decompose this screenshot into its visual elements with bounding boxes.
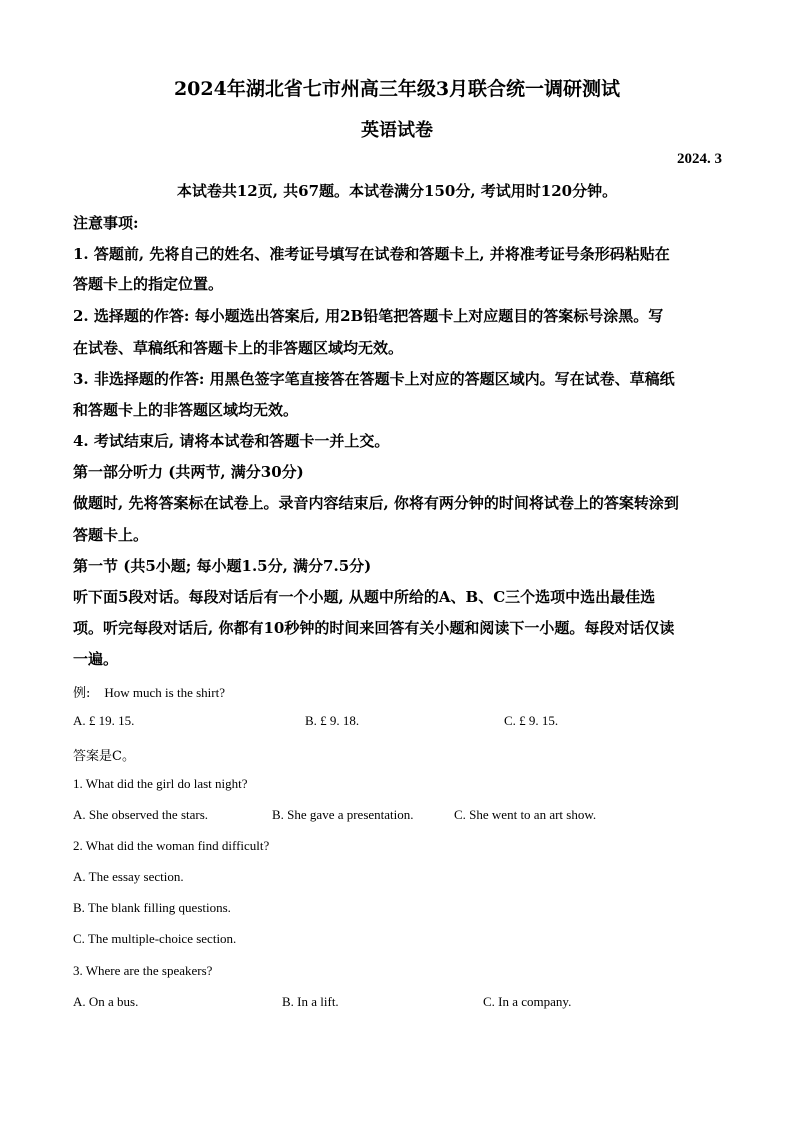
- note-1-line-2: 答题卡上的指定位置。: [73, 275, 224, 293]
- question-3-stem: 3. Where are the speakers?: [73, 963, 213, 978]
- example-question: How much is the shirt?: [104, 685, 225, 700]
- example-option-a: A. £ 19. 15.: [73, 713, 135, 728]
- example-label: 例:: [73, 686, 91, 701]
- note-4: 4. 考试结束后, 请将本试卷和答题卡一并上交。: [73, 432, 390, 450]
- exam-title: 2024年湖北省七市州高三年级3月联合统一调研测试: [173, 78, 621, 100]
- note-1-line-1: 1. 答题前, 先将自己的姓名、准考证号填写在试卷和答题卡上, 并将准考证号条形码粘贴在: [73, 245, 670, 263]
- example-option-b: B. £ 9. 18.: [305, 713, 360, 728]
- question-3-option-a: A. On a bus.: [73, 994, 139, 1009]
- exam-subtitle: 英语试卷: [361, 120, 433, 141]
- exam-date: 2024. 3: [677, 151, 722, 167]
- note-2-line-1: 2. 选择题的作答: 每小题选出答案后, 用2B铅笔把答题卡上对应题目的答案标号涂黑。写: [73, 307, 664, 325]
- part1-heading: 第一部分听力 (共两节, 满分30分): [73, 463, 304, 481]
- example-row: [73, 682, 225, 702]
- question-2-option-b: B. The blank filling questions.: [73, 900, 231, 915]
- section1-instruction-line-2: 项。听完每段对话后, 你都有10秒钟的时间来回答有关小题和阅读下一小题。每段对话仅读: [73, 619, 675, 637]
- question-2-option-c: C. The multiple-choice section.: [73, 931, 237, 946]
- question-1-stem: 1. What did the girl do last night?: [73, 776, 248, 791]
- question-1-option-a: A. She observed the stars.: [73, 807, 209, 822]
- note-3-line-2: 和答题卡上的非答题区域均无效。: [73, 401, 299, 419]
- note-2-line-2: 在试卷、草稿纸和答题卡上的非答题区域均无效。: [73, 339, 404, 357]
- question-2-option-a: A. The essay section.: [73, 869, 184, 884]
- section1-instruction-line-3: 一遍。: [73, 650, 119, 668]
- part1-instruction-line-1: 做题时, 先将答案标在试卷上。录音内容结束后, 你将有两分钟的时间将试卷上的答案转涂到: [73, 494, 679, 512]
- question-1-option-c: C. She went to an art show.: [454, 807, 597, 822]
- part1-instruction-line-2: 答题卡上。: [73, 526, 149, 544]
- note-3-line-1: 3. 非选择题的作答: 用黑色签字笔直接答在答题卡上对应的答题区域内。写在试卷、草稿纸: [73, 370, 675, 388]
- question-3-option-b: B. In a lift.: [282, 994, 339, 1009]
- question-1-option-b: B. She gave a presentation.: [272, 807, 414, 822]
- question-3-option-c: C. In a company.: [483, 994, 572, 1009]
- example-answer: 答案是C。: [73, 749, 135, 764]
- notes-heading: 注意事项:: [73, 214, 139, 232]
- question-2-stem: 2. What did the woman find difficult?: [73, 838, 270, 853]
- exam-summary: 本试卷共12页, 共67题。本试卷满分150分, 考试用时120分钟。: [176, 182, 618, 200]
- example-option-c: C. £ 9. 15.: [504, 713, 559, 728]
- section1-heading: 第一节 (共5小题; 每小题1.5分, 满分7.5分): [73, 557, 372, 575]
- section1-instruction-line-1: 听下面5段对话。每段对话后有一个小题, 从题中所给的A、B、C三个选项中选出最佳选: [73, 588, 656, 606]
